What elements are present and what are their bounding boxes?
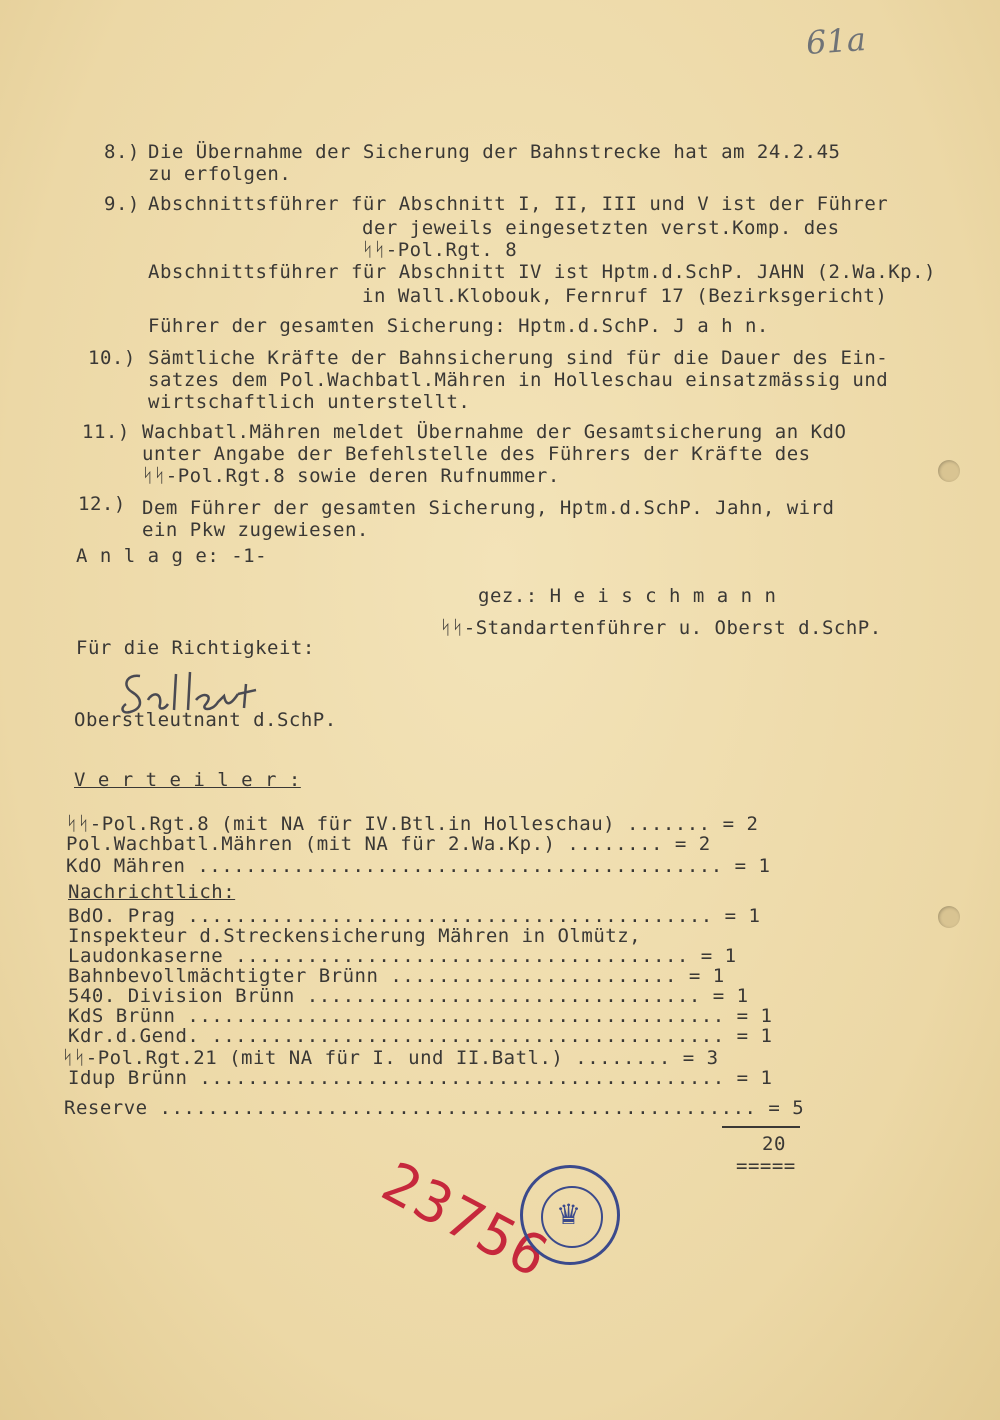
item-text-line: in Wall.Klobouk, Fernruf 17 (Bezirksgericht) <box>362 285 888 307</box>
item-text-line: Führer der gesamten Sicherung: Hptm.d.SchP. J a h n. <box>148 315 769 337</box>
item-number: 8.) <box>104 141 140 163</box>
cc-row: Kdr.d.Gend. ........................................... = 1 <box>68 1025 773 1047</box>
item-number: 12.) <box>78 493 126 515</box>
cc-row: Reserve .................................................. = 5 <box>64 1097 805 1119</box>
cc-row: 540. Division Brünn ................................. = 1 <box>68 985 749 1007</box>
cc-row: Inspekteur d.Streckensicherung Mähren in Olmütz, <box>68 925 642 947</box>
page-number: 61a <box>804 19 868 63</box>
cc-row: Bahnbevollmächtigter Brünn ........................ = 1 <box>68 965 725 987</box>
total-rule <box>722 1126 800 1128</box>
signed-rank: ᛋᛋ-Standartenführer u. Oberst d.SchP. <box>440 617 882 639</box>
item-text-line: Dem Führer der gesamten Sicherung, Hptm.d.SchP. Jahn, wird <box>142 497 835 519</box>
item-text-line: ᛋᛋ-Pol.Rgt.8 sowie deren Rufnummer. <box>142 465 560 487</box>
attachment-note: A n l a g e: -1- <box>76 545 268 567</box>
item-number: 9.) <box>104 193 140 215</box>
ministry-seal-icon: ♛ <box>520 1165 620 1265</box>
item-text-line: Die Übernahme der Sicherung der Bahnstrecke hat am 24.2.45 <box>148 141 841 163</box>
distribution-title: V e r t e i l e r : <box>74 769 301 791</box>
distribution-row: ᛋᛋ-Pol.Rgt.8 (mit NA für IV.Btl.in Holleschau) ....... = 2 <box>66 813 759 835</box>
item-text-line: ᛋᛋ-Pol.Rgt. 8 <box>362 239 518 261</box>
signatory-rank: Oberstleutnant d.SchP. <box>74 709 337 731</box>
item-text-line: Abschnittsführer für Abschnitt IV ist Hptm.d.SchP. JAHN (2.Wa.Kp.) <box>148 261 936 283</box>
cc-title: Nachrichtlich: <box>68 881 236 903</box>
distribution-row: KdO Mähren ............................................ = 1 <box>66 855 771 877</box>
double-rule: ===== <box>736 1155 796 1177</box>
red-number-stamp: 23756 <box>371 1150 560 1292</box>
item-text-line: wirtschaftlich unterstellt. <box>148 391 471 413</box>
signed-by: gez.: H e i s c h m a n n <box>478 585 777 607</box>
item-text-line: zu erfolgen. <box>148 163 292 185</box>
item-text-line: Wachbatl.Mähren meldet Übernahme der Gesamtsicherung an KdO <box>142 421 847 443</box>
item-text-line: Abschnittsführer für Abschnitt I, II, III und V ist der Führer <box>148 193 889 215</box>
cc-row: Idup Brünn ............................................ = 1 <box>68 1067 773 1089</box>
item-text-line: ein Pkw zugewiesen. <box>142 519 369 541</box>
item-text-line: der jeweils eingesetzten verst.Komp. des <box>362 217 840 239</box>
item-number: 11.) <box>82 421 130 443</box>
cc-row: BdO. Prag ............................................ = 1 <box>68 905 761 927</box>
item-number: 10.) <box>88 347 136 369</box>
punch-hole <box>938 906 960 928</box>
distribution-row: Pol.Wachbatl.Mähren (mit NA für 2.Wa.Kp.) ........ = 2 <box>66 833 711 855</box>
item-text-line: satzes dem Pol.Wachbatl.Mähren in Holleschau einsatzmässig und <box>148 369 889 391</box>
distribution-total: 20 <box>762 1133 786 1155</box>
cc-row: KdS Brünn ............................................. = 1 <box>68 1005 773 1027</box>
certification-label: Für die Richtigkeit: <box>76 637 315 659</box>
item-text-line: Sämtliche Kräfte der Bahnsicherung sind für die Dauer des Ein- <box>148 347 889 369</box>
cc-row: ᛋᛋ-Pol.Rgt.21 (mit NA für I. und II.Batl.) ........ = 3 <box>62 1047 719 1069</box>
cc-row: Laudonkaserne ...................................... = 1 <box>68 945 737 967</box>
item-text-line: unter Angabe der Befehlstelle des Führers der Kräfte des <box>142 443 811 465</box>
punch-hole <box>938 460 960 482</box>
